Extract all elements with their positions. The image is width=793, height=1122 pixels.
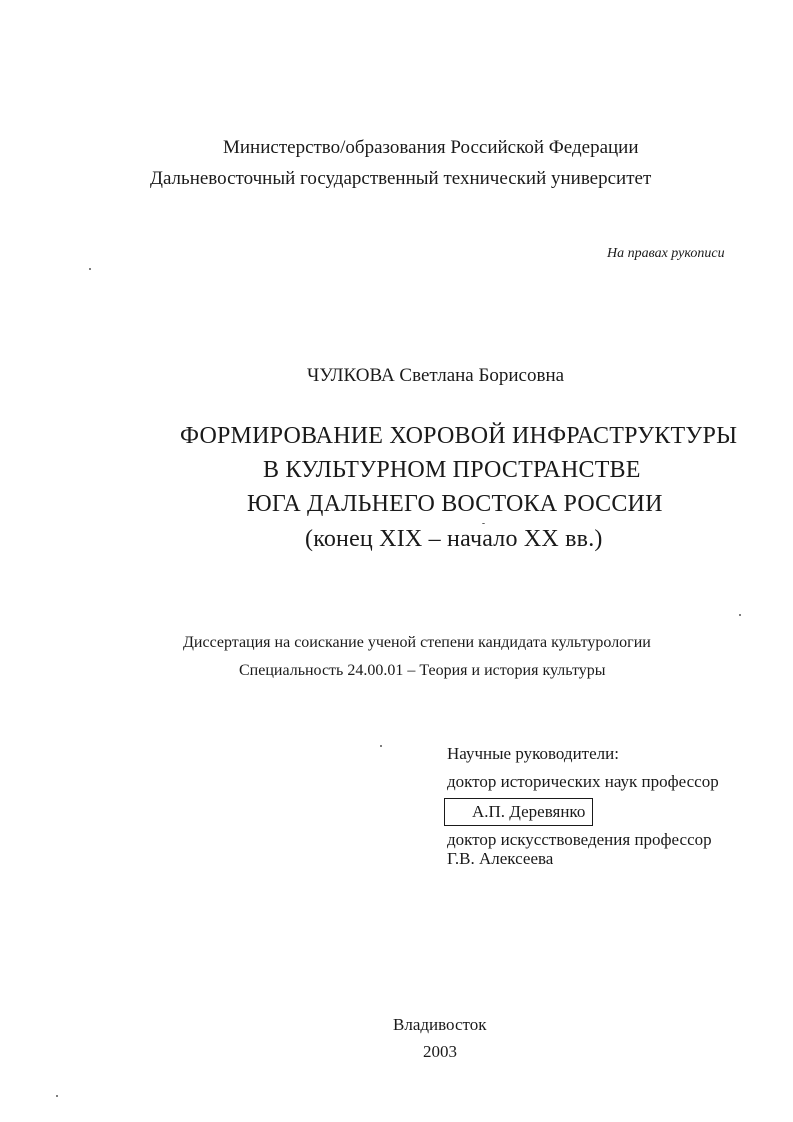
thesis-title-line-4: (конец XIX – начало XX вв.) [305, 526, 603, 552]
specialty-statement: Специальность 24.00.01 – Теория и история культуры [239, 662, 606, 679]
supervisor-2-name: Г.В. Алексеева [447, 849, 554, 868]
degree-statement: Диссертация на соискание ученой степени кандидата культурологии [183, 634, 651, 651]
scan-speck [89, 268, 91, 270]
author-name: ЧУЛКОВА Светлана Борисовна [307, 365, 565, 386]
manuscript-rights-note: На правах рукописи [607, 246, 725, 261]
scan-speck [739, 614, 741, 616]
ministry-name: Министерство/образования Российской Федерации [223, 137, 639, 158]
supervisors-heading: Научные руководители: [447, 744, 619, 763]
scan-speck [482, 523, 485, 524]
supervisor-1-title: доктор исторических наук профессор [447, 772, 719, 791]
city: Владивосток [393, 1015, 487, 1034]
scan-speck [380, 745, 382, 747]
scan-speck [56, 1095, 58, 1097]
supervisor-2-title: доктор искусствоведения профессор [447, 830, 712, 849]
supervisor-1-name: А.П. Деревянко [444, 798, 593, 826]
year: 2003 [423, 1042, 457, 1061]
thesis-title-line-2: В КУЛЬТУРНОМ ПРОСТРАНСТВЕ [263, 457, 641, 483]
thesis-title-line-3: ЮГА ДАЛЬНЕГО ВОСТОКА РОССИИ [247, 491, 663, 517]
university-name: Дальневосточный государственный технический университет [150, 168, 652, 189]
thesis-title-line-1: ФОРМИРОВАНИЕ ХОРОВОЙ ИНФРАСТРУКТУРЫ [180, 423, 738, 449]
